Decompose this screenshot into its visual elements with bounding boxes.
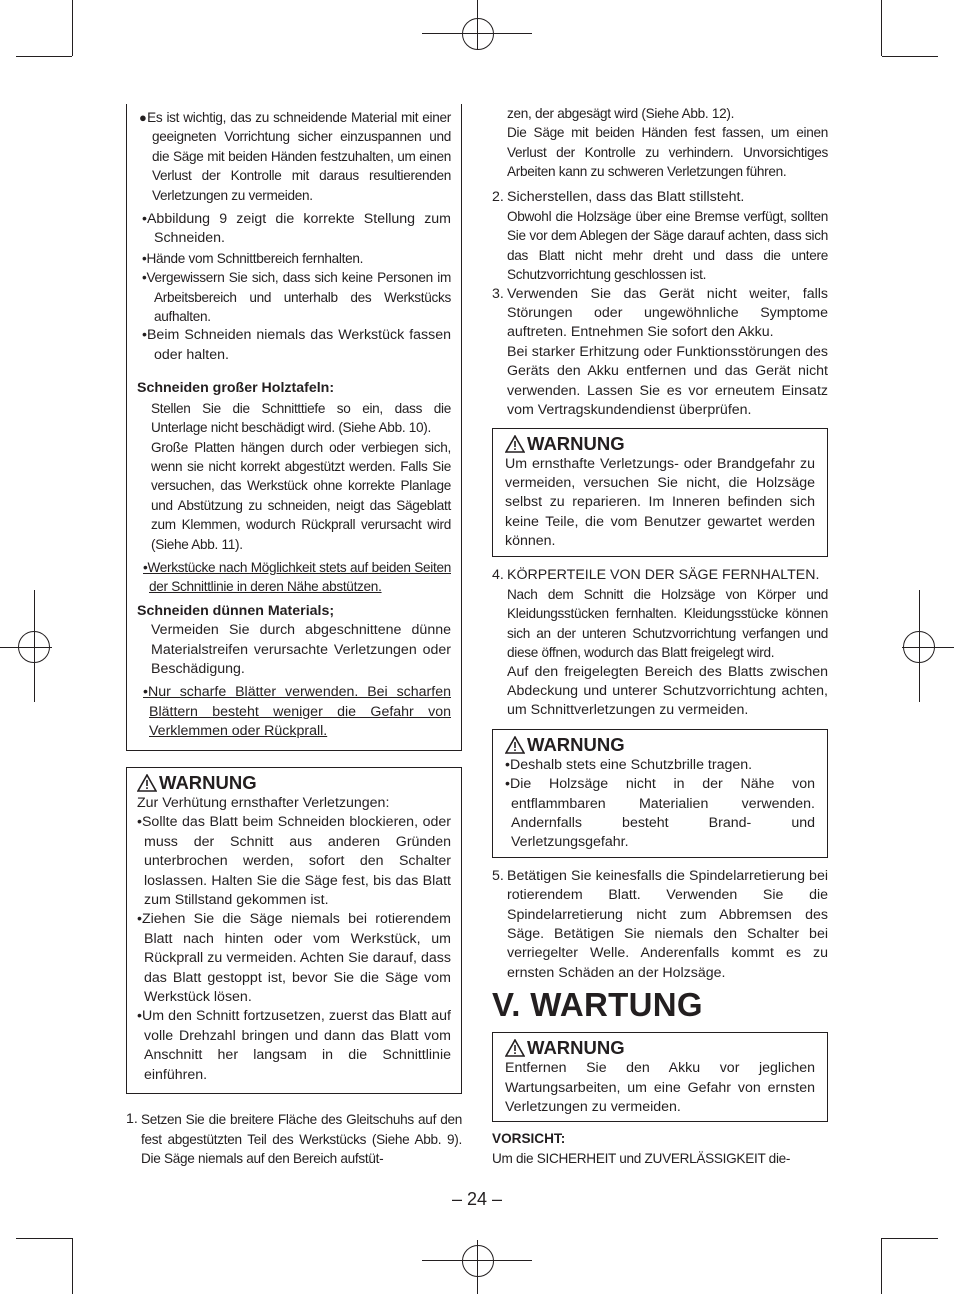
registration-circle xyxy=(903,631,935,663)
step-text: Betätigen Sie keinesfalls die Spindelarretierung bei rotierendem Blatt. Verwenden Sie die Spindelarretierung nicht zum Abbremsen des Säge. Betätigen Sie niemals den Schalter bei verriegelter Welle. Anderenfalls kommt es zu ernsten Schäden an der Holzsäge. xyxy=(507,867,828,981)
warning-triangle-icon xyxy=(137,774,157,792)
numbered-step xyxy=(492,566,828,721)
registration-circle xyxy=(462,18,494,50)
section-heading: Schneiden dünnen Materials; xyxy=(137,602,335,619)
warning-triangle-icon xyxy=(505,1039,525,1057)
crop-mark xyxy=(881,1238,882,1294)
right-column xyxy=(492,104,828,1168)
caution-text: Um die SICHERHEIT und ZUVERLÄSSIGKEIT die- xyxy=(492,1150,791,1166)
warning-box xyxy=(492,729,828,858)
bullet-item xyxy=(137,108,451,205)
left-column xyxy=(126,104,462,1168)
bullet-item: •Hände vom Schnittbereich fernhalten. xyxy=(142,250,364,266)
crop-mark xyxy=(72,0,73,56)
bullet-item: •Vergewissern Sie sich, dass sich keine Personen im Arbeitsbereich und unterhalb des Werkstücks aufhalten. xyxy=(142,270,451,325)
paragraph: Stellen Sie die Schnitttiefe so ein, dass die Unterlage nicht beschädigt wird. (Siehe Abb. 10). xyxy=(151,400,451,436)
crop-mark xyxy=(16,1238,72,1239)
warning-title: WARNUNG xyxy=(527,1037,625,1059)
section-heading: Schneiden großer Holztafeln: xyxy=(137,380,335,397)
warning-heading xyxy=(505,734,815,756)
step-number: 3. xyxy=(492,285,504,302)
section-title: V. WARTUNG xyxy=(492,986,703,1024)
step-number: 5. xyxy=(492,867,504,884)
paragraph: Die Säge mit beiden Händen fest fassen, um einen Verlust der Kontrolle zu verhindern. Unvorsichtiges Arbeiten kann zu schweren Verletzungen führen. xyxy=(507,125,828,180)
caution-heading: VORSICHT: xyxy=(492,1131,566,1147)
step-text: Setzen Sie die breitere Fläche des Gleitschuhs auf den fest abgestützten Teil des Werkstücks (Siehe Abb. 9). Die Säge niemals auf den Bereich aufstüt- xyxy=(141,1112,462,1166)
warning-text: Um ernsthafte Verletzungs- oder Brandgefahr zu vermeiden, versuchen Sie nicht, die Holzsäge selbst zu reparieren. Im Inneren befinden sich keine Teile, die vom Benutzer gewartet werden können. xyxy=(505,455,815,550)
step-title: Sicherstellen, dass das Blatt stillsteht. xyxy=(507,188,745,205)
warning-box xyxy=(126,767,462,1094)
warning-title: WARNUNG xyxy=(159,772,257,793)
numbered-step xyxy=(492,188,828,285)
warning-box xyxy=(492,1032,828,1122)
warning-triangle-icon xyxy=(505,435,525,453)
underlined-bullet: •Nur scharfe Blätter verwenden. Bei scharfen Blättern besteht weniger die Gefahr von Verklemmen oder Rückprall. xyxy=(143,684,451,740)
step-title: KÖRPERTEILE VON DER SÄGE FERNHALTEN. xyxy=(507,566,820,583)
crop-mark xyxy=(882,1238,938,1239)
warning-heading xyxy=(505,433,815,455)
step-text: Auf den freigelegten Bereich des Blatts zwischen Abdeckung und unterer Schutzvorrichtung achten, um Schnittverletzungen zu vermeiden. xyxy=(507,663,828,719)
warning-box xyxy=(492,428,828,557)
warning-item: •Die Holzsäge nicht in der Nähe von entflammbaren Materialien verwenden. Andernfalls besteht Brand- und Verletzungsgefahr. xyxy=(505,776,815,851)
numbered-step xyxy=(126,1110,462,1168)
warning-item: •Ziehen Sie die Säge niemals bei rotierendem Blatt nach hinten oder vom Werkstück, um Rückprall zu vermeiden. Achten Sie darauf, dass das Blatt gestoppt ist, bevor Sie die Säge vom Werkstück lösen. xyxy=(137,911,451,1006)
warning-title: WARNUNG xyxy=(527,432,625,454)
numbered-step xyxy=(492,867,828,983)
crop-mark xyxy=(882,56,938,57)
warning-item: •Deshalb stets eine Schutzbrille tragen. xyxy=(505,756,753,773)
info-box xyxy=(126,104,462,751)
warning-triangle-icon xyxy=(505,736,525,754)
warning-item: •Um den Schnitt fortzusetzen, zuerst das Blatt auf volle Drehzahl bringen und dann das Blatt vom Anschnitt her langsam in die Schnittlinie einführen. xyxy=(137,1008,451,1083)
bullet-item: •Beim Schneiden niemals das Werkstück fassen oder halten. xyxy=(142,327,451,363)
step-text: Nach dem Schnitt die Holzsäge von Körper und Kleidungsstücken fernhalten. Kleidungsstücke können sich an der unteren Schutzvorrichtung verfangen und diese öffnen, wodurch das Blatt freigelegt wird. xyxy=(507,586,828,661)
warning-text: Entfernen Sie den Akku vor jeglichen Wartungsarbeiten, um eine Gefahr von ernsten Verletzungen zu vermeiden. xyxy=(505,1060,815,1116)
registration-circle xyxy=(18,631,50,663)
crop-mark xyxy=(72,1238,73,1294)
step-text: Obwohl die Holzsäge über eine Bremse verfügt, sollten Sie vor dem Ablegen der Säge darauf achten, dass sich das Blatt nicht mehr dreht und dass die untere Schutzvorrichtung geschlossen ist. xyxy=(507,209,828,283)
warning-heading xyxy=(137,772,451,794)
page-number: – 24 – xyxy=(451,1189,503,1209)
paragraph: zen, der abgesägt wird (Siehe Abb. 12). xyxy=(507,106,735,121)
paragraph: Große Platten hängen durch oder verbiegen sich, wenn sie nicht korrekt abgestützt werden. Falls Sie versuchen, das Werkstück ohne korrekte Planlage und Abstützung zu schneiden, neigt das Sägeblatt zum Klemmen, wodurch Rückprall verursacht wird (Siehe Abb. 11). xyxy=(151,439,451,552)
step-number: 2. xyxy=(492,188,504,205)
bullet-dot: ● xyxy=(139,110,148,125)
warning-heading xyxy=(505,1037,815,1059)
step-number: 1. xyxy=(126,1111,138,1128)
warning-item: •Sollte das Blatt beim Schneiden blockieren, oder muss der Schnitt aus anderen Gründen unterbrochen werden, sofort den Schalter loslassen. Halten Sie die Säge fest, bis das Blatt zum Stillstand gekommen ist. xyxy=(137,814,451,909)
underlined-bullet: •Werkstücke nach Möglichkeit stets auf beiden Seiten der Schnittlinie in deren Nähe abstützen. xyxy=(143,559,451,595)
warning-title: WARNUNG xyxy=(527,733,625,755)
paragraph: Vermeiden Sie durch abgeschnittene dünne Materialstreifen verursachte Verletzungen oder Beschädigung. xyxy=(151,622,451,677)
step-number: 4. xyxy=(492,566,504,583)
crop-mark xyxy=(16,56,72,57)
step-text: Verwenden Sie das Gerät nicht weiter, falls Störungen oder ungewöhnliche Symptome auftreten. Entnehmen Sie sofort den Akku. xyxy=(507,285,828,341)
step-text: Bei starker Erhitzung oder Funktionsstörungen des Geräts den Akku entfernen und das Gerät nicht verwenden. Lassen Sie es vor erneutem Einsatz vom Vertragskundendienst überprüfen. xyxy=(507,343,828,419)
registration-circle xyxy=(462,1245,494,1277)
warning-intro: Zur Verhütung ernsthafter Verletzungen: xyxy=(137,795,390,811)
bullet-item: •Abbildung 9 zeigt die korrekte Stellung zum Schneiden. xyxy=(142,211,451,247)
crop-mark xyxy=(881,0,882,56)
bullet-text: Es ist wichtig, das zu schneidende Material mit einer geeigneten Vorrichtung sicher einzuspannen und die Säge mit beiden Händen festzuhalten, um einen Verlust der Kontrolle mit daraus resultierenden Verletzungen zu vermeiden. xyxy=(147,110,451,203)
numbered-step xyxy=(492,285,828,421)
